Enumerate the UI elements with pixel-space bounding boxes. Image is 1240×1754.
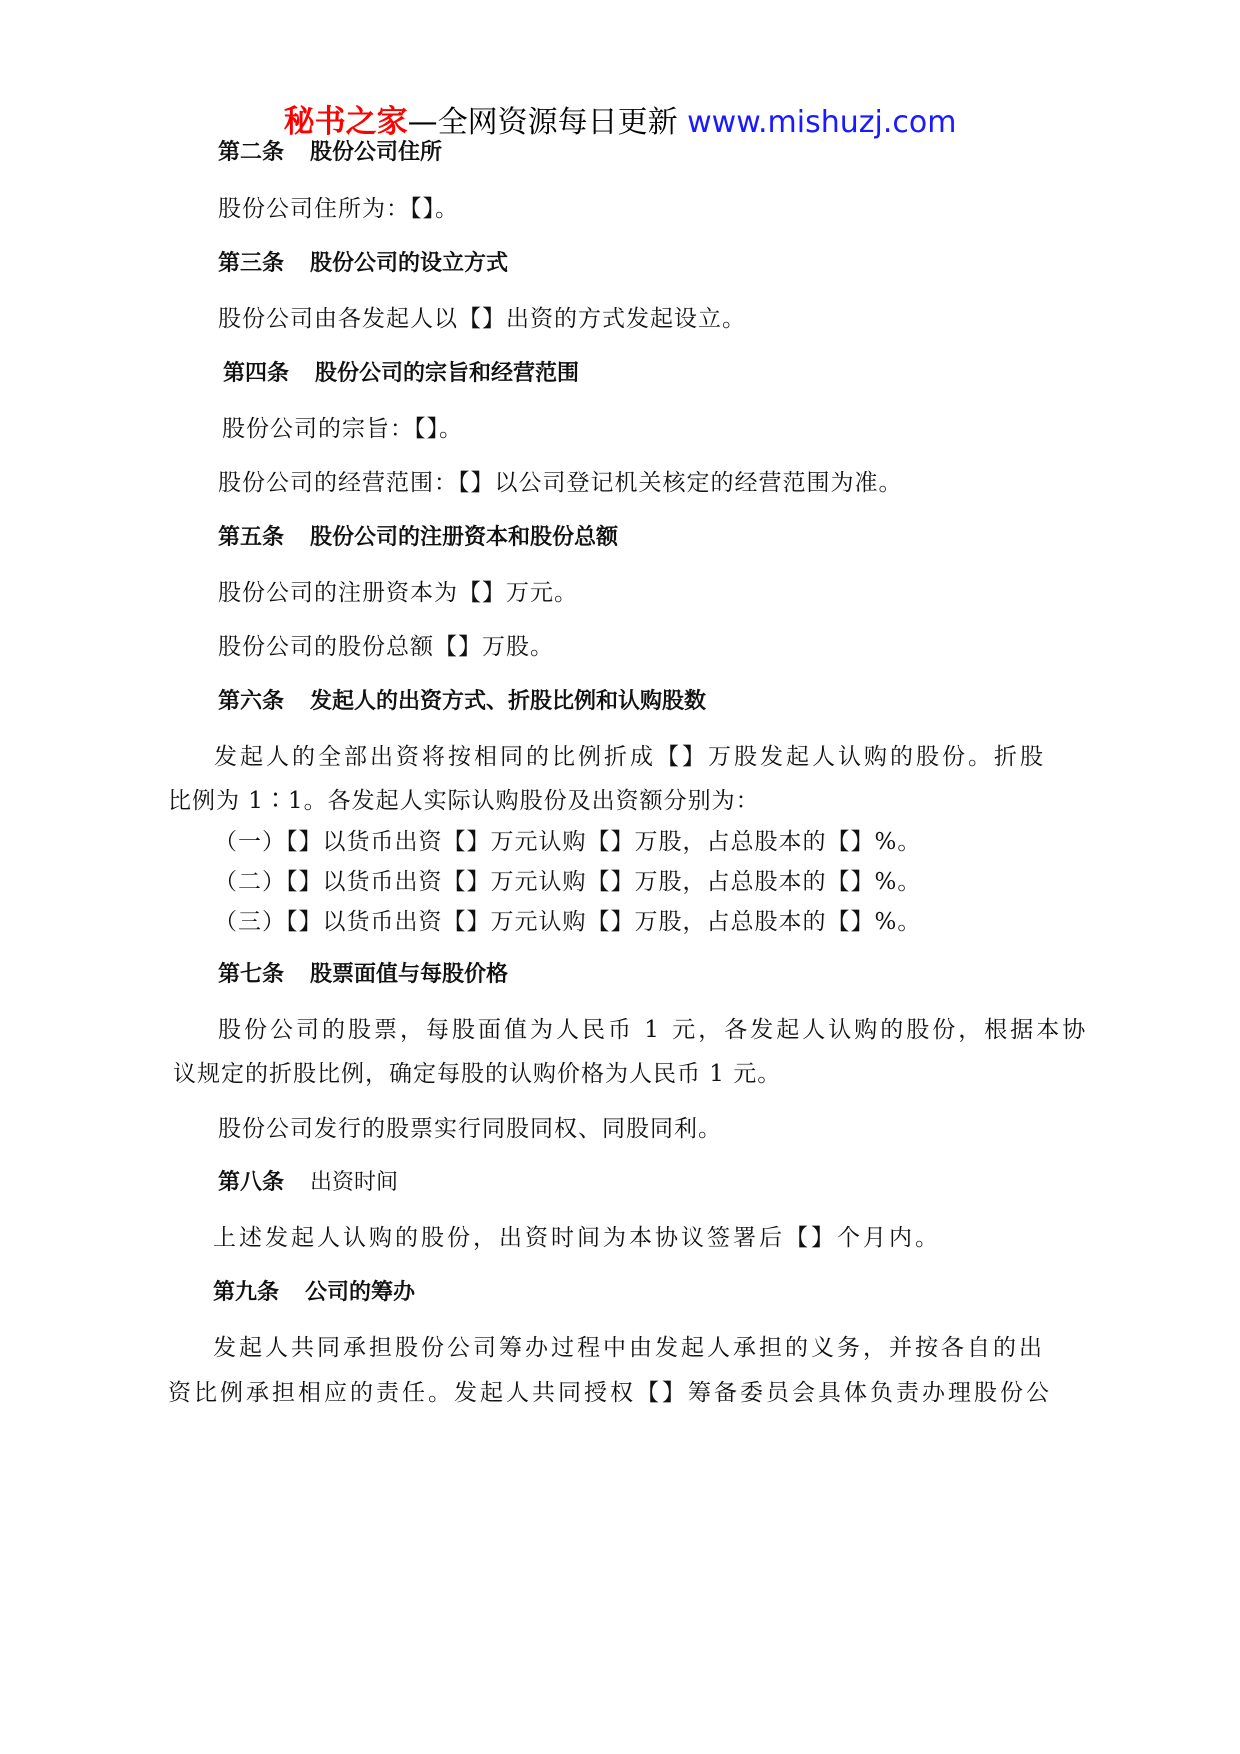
article-5-number: 第五条 <box>218 525 285 550</box>
article-3-heading <box>0 247 1240 281</box>
article-4-heading <box>0 357 1240 391</box>
article-9-title: 公司的筹办 <box>305 1280 416 1305</box>
article-6-item-1: （一）【】以货币出资【】万元认购【】万股，占总股本的【】%。 <box>214 829 922 855</box>
article-2-number: 第二条 <box>218 140 285 165</box>
article-6-item-2: （二）【】以货币出资【】万元认购【】万股，占总股本的【】%。 <box>214 869 922 895</box>
article-8-heading <box>0 1166 1240 1200</box>
article-6-title: 发起人的出资方式、折股比例和认购股数 <box>310 689 707 714</box>
banner-url[interactable]: www.mishuzj.com <box>687 105 957 140</box>
article-9-number: 第九条 <box>213 1280 280 1305</box>
article-4-number: 第四条 <box>223 361 290 386</box>
article-6-item-3: （三）【】以货币出资【】万元认购【】万股，占总股本的【】%。 <box>214 909 922 935</box>
article-8-paragraph: 上述发起人认购的股份，出资时间为本协议签署后【】个月内。 <box>213 1225 941 1251</box>
article-7-paragraph-line-1: 股份公司的股票，每股面值为人民币 1 元，各发起人认购的股份，根据本协 <box>218 1017 1089 1043</box>
article-2-title: 股份公司住所 <box>310 140 443 165</box>
article-7-paragraph-2: 股份公司发行的股票实行同股同权、同股同利。 <box>218 1116 722 1142</box>
article-3-title: 股份公司的设立方式 <box>310 251 509 276</box>
article-8-title: 出资时间 <box>310 1170 399 1195</box>
article-9-paragraph-line-1: 发起人共同承担股份公司筹办过程中由发起人承担的义务，并按各自的出 <box>213 1335 1045 1361</box>
article-9-paragraph-line-2: 资比例承担相应的责任。发起人共同授权【】筹备委员会具体负责办理股份公 <box>168 1380 1052 1406</box>
article-5-paragraph-shares: 股份公司的股份总额【】万股。 <box>218 634 554 660</box>
article-6-number: 第六条 <box>218 689 285 714</box>
article-7-heading <box>0 958 1240 992</box>
article-7-number: 第七条 <box>218 962 285 987</box>
article-6-paragraph-line-1: 发起人的全部出资将按相同的比例折成【】万股发起人认购的股份。折股 <box>214 744 1046 770</box>
article-8-number: 第八条 <box>218 1170 285 1195</box>
article-3-number: 第三条 <box>218 251 285 276</box>
article-3-paragraph: 股份公司由各发起人以【】出资的方式发起设立。 <box>218 306 746 332</box>
article-5-heading <box>0 521 1240 555</box>
article-6-heading <box>0 685 1240 719</box>
article-9-heading <box>0 1276 1240 1310</box>
article-7-title: 股票面值与每股价格 <box>310 962 509 987</box>
article-5-title: 股份公司的注册资本和股份总额 <box>310 525 619 550</box>
article-2-heading <box>0 136 1240 170</box>
article-5-paragraph-capital: 股份公司的注册资本为【】万元。 <box>218 580 578 606</box>
article-4-title: 股份公司的宗旨和经营范围 <box>315 361 580 386</box>
article-6-paragraph-line-2: 比例为 1∶1。各发起人实际认购股份及出资额分别为： <box>168 788 760 814</box>
article-4-paragraph-purpose: 股份公司的宗旨：【】。 <box>222 416 463 442</box>
banner-tagline: —全网资源每日更新 <box>407 105 688 140</box>
banner-brand: 秘书之家 <box>283 104 408 140</box>
article-2-paragraph: 股份公司住所为：【】。 <box>218 196 459 222</box>
article-4-paragraph-scope: 股份公司的经营范围：【】以公司登记机关核定的经营范围为准。 <box>218 470 903 496</box>
article-7-paragraph-line-2: 议规定的折股比例，确定每股的认购价格为人民币 1 元。 <box>173 1061 782 1087</box>
